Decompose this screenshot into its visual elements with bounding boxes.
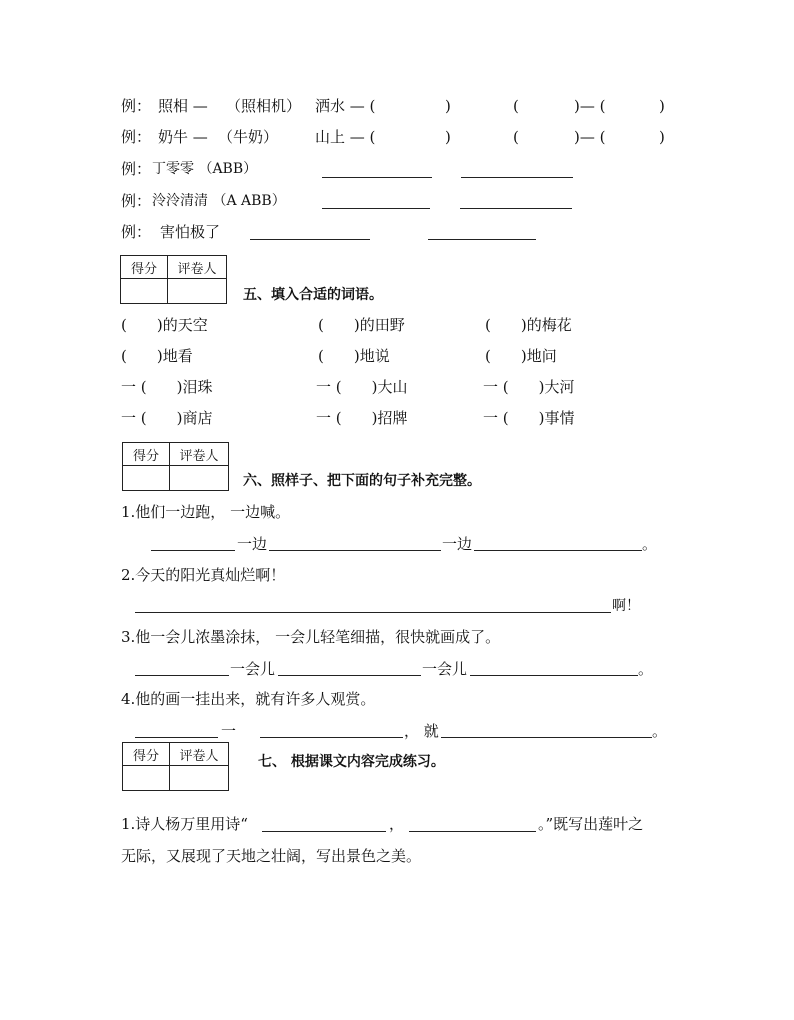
grader-header: 评卷人 [168,256,227,279]
question-text: 无际，又展现了天地之壮阔，写出景色之美。 [121,847,422,865]
paren-open: ( [513,128,519,146]
period: 。 [638,660,654,678]
fill-item[interactable]: ( )地看 [121,347,193,365]
paren-close: ) [659,128,665,146]
period: 。 [652,722,668,740]
example-word: 照相 — [158,97,208,115]
example-text: 泠泠清清 （A ABB） [152,193,286,209]
fill-item[interactable]: 一 ( )大河 [483,378,575,396]
connector-word: 一会儿 [422,660,468,678]
score-table [122,742,229,791]
answer-blank[interactable] [461,177,573,178]
connector-word: 一 [221,722,237,740]
score-header: 得分 [123,443,170,466]
paren-close: ) [445,97,451,115]
connector-word: 一边 [237,535,268,553]
grader-header: 评卷人 [170,743,229,766]
fill-item[interactable]: 一 ( )事情 [483,409,575,427]
question-4: 4.他的画一挂出来，就有许多人观赏。 [121,690,376,708]
section-6-title: 六、照样子、把下面的句子补充完整。 [243,473,481,489]
example-label: 例： [121,97,152,115]
example-label: 例： [121,128,152,146]
answer-blank[interactable] [250,239,370,240]
answer-blank[interactable] [269,550,441,551]
fill-item[interactable]: ( )地说 [318,347,390,365]
answer-blank[interactable] [278,675,421,676]
period: 。 [642,535,658,553]
example-label: 例： [121,192,152,210]
answer-blank[interactable] [441,737,652,738]
score-header: 得分 [123,743,170,766]
answer-blank[interactable] [135,675,229,676]
grader-cell[interactable] [168,279,227,304]
example-text: 丁零零 （ABB） [152,161,258,177]
question-word: 山上 — ( [315,128,376,146]
score-table [120,255,227,304]
section-7-title: 七、 根据课文内容完成练习。 [258,754,445,770]
answer-blank[interactable] [260,737,403,738]
question-1: 1.他们一边跑， 一边喊。 [121,503,291,521]
answer-blank[interactable] [409,831,536,832]
answer-blank[interactable] [474,550,642,551]
question-text: 1.诗人杨万里用诗“ [121,815,248,833]
answer-blank[interactable] [322,208,430,209]
question-text: 。”既写出莲叶之 [538,815,644,833]
ending-word: 啊！ [612,598,640,614]
paren-dash: )— ( [574,128,606,146]
paren-dash: )— ( [574,97,606,115]
answer-blank[interactable] [151,550,235,551]
connector-word: 一边 [442,535,473,553]
question-3: 3.他一会儿浓墨涂抹， 一会儿轻笔细描，很快就画成了。 [121,628,501,646]
paren-open: ( [513,97,519,115]
section-5-title: 五、填入合适的词语。 [243,287,383,303]
comma: ， [389,815,405,833]
example-label: 例： [121,160,152,178]
fill-item[interactable]: 一 ( )商店 [121,409,213,427]
answer-blank[interactable] [322,177,432,178]
answer-blank[interactable] [460,208,572,209]
fill-item[interactable]: 一 ( )招牌 [316,409,408,427]
score-cell[interactable] [123,766,170,791]
paren-close: ) [659,97,665,115]
grader-cell[interactable] [170,466,229,491]
score-table [122,442,229,491]
grader-header: 评卷人 [170,443,229,466]
paren-close: ) [445,128,451,146]
grader-cell[interactable] [170,766,229,791]
example-word: 奶牛 — [158,128,208,146]
fill-item[interactable]: ( )地问 [485,347,557,365]
answer-blank[interactable] [135,737,218,738]
example-answer: （牛奶） [218,128,279,146]
fill-item[interactable]: ( )的天空 [121,316,208,334]
answer-blank[interactable] [428,239,536,240]
answer-blank[interactable] [262,831,386,832]
answer-blank[interactable] [470,675,638,676]
score-cell[interactable] [123,466,170,491]
answer-blank[interactable] [135,612,611,613]
fill-item[interactable]: ( )的田野 [318,316,405,334]
example-text: 害怕极了 [160,223,221,241]
fill-item[interactable]: 一 ( )泪珠 [121,378,213,396]
score-header: 得分 [121,256,168,279]
example-label: 例： [121,223,152,241]
connector-word: 一会儿 [230,660,276,678]
fill-item[interactable]: ( )的梅花 [485,316,572,334]
question-2: 2.今天的阳光真灿烂啊！ [121,566,286,584]
example-answer: （照相机） [226,97,302,115]
connector-word: ， 就 [404,722,439,740]
question-word: 洒水 — ( [315,97,376,115]
score-cell[interactable] [121,279,168,304]
fill-item[interactable]: 一 ( )大山 [316,378,408,396]
